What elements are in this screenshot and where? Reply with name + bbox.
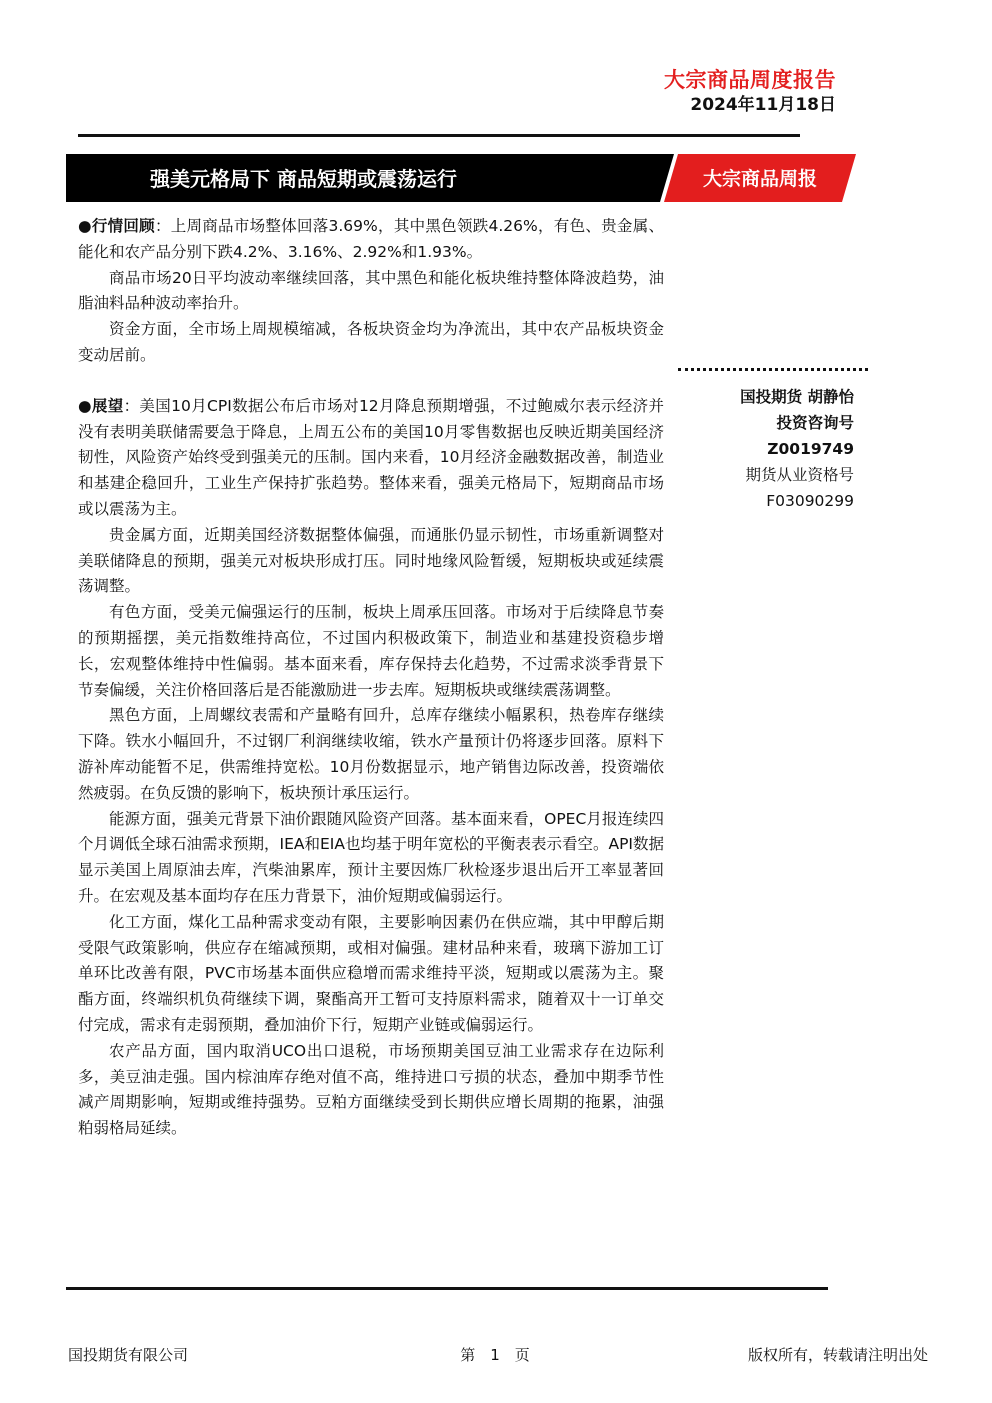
review-label: 行情回顾: [91, 217, 155, 235]
sidebar-divider: [678, 368, 868, 371]
bottom-divider: [66, 1287, 828, 1290]
outlook-text: ：美国10月CPI数据公布后市场对12月降息预期增强，不过鲍威尔表示经济并没有表明美联储需要急于降息，上周五公布的美国10月零售数据也反映近期美国经济韧性，风险资产始终受到强美元的压制。国内来看，10月经济金融数据改善，制造业和基建企稳回升，工业生产保持扩张趋势。整体来看，强美元格局下，短期商品市场或以震荡为主。: [78, 396, 664, 518]
outlook-chemicals: 化工方面，煤化工品种需求变动有限，主要影响因素仍在供应端，其中甲醇后期受限气政策影响，供应存在缩减预期，或相对偏强。建材品种来看，玻璃下游加工订单环比改善有限，PVC市场基本面供应稳增而需求维持平淡，短期或以震荡为主。聚酯方面，终端织机负荷继续下调，聚酯高开工暂可支持原料需求，随着双十一订单交付完成，需求有走弱预期，叠加油价下行，短期产业链或偏弱运行。: [78, 912, 664, 1034]
outlook-label: 展望: [91, 396, 124, 415]
outlook-energy: 能源方面，强美元背景下油价跟随风险资产回落。基本面来看，OPEC月报连续四个月调低全球石油需求预期，IEA和EIA也均基于明年宽松的平衡表表示看空。API数据显示美国上周原油去库，汽柴油累库，预计主要因炼厂秋检逐步退出后开工率显著回升。在宏观及基本面均存在压力背景下，油价短期或偏弱运行。: [78, 809, 664, 905]
analyst-consult-label: 投资咨询号: [776, 414, 854, 432]
review-volatility: 商品市场20日平均波动率继续回落，其中黑色和能化板块维持整体降波趋势，油脂油料品种波动率抬升。: [78, 268, 664, 313]
footer-copyright: 版权所有，转载请注明出处: [747, 1346, 928, 1364]
report-body: [78, 214, 664, 1142]
outlook-ferrous: 黑色方面，上周螺纹表需和产量略有回升，总库存继续小幅累积，热卷库存继续下降。铁水小幅回升，不过钢厂利润继续收缩，铁水产量预计仍将逐步回落。原料下游补库动能暂不足，供需维持宽松。10月份数据显示，地产销售边际改善，投资端依然疲弱。在负反馈的影响下，板块预计承压运行。: [78, 706, 664, 802]
report-title: 大宗商品周度报告: [664, 68, 836, 92]
footer-page-number: 第 1 页: [460, 1346, 530, 1364]
footer-company: 国投期货有限公司: [68, 1346, 189, 1364]
outlook-bullet: ●: [78, 396, 92, 415]
outlook-nonferrous: 有色方面，受美元偏强运行的压制，板块上周承压回落。市场对于后续降息节奏的预期摇摆，美元指数维持高位，不过国内积极政策下，制造业和基建投资稳步增长，宏观整体维持中性偏弱。基本面来看，库存保持去化趋势，不过需求淡季背景下节奏偏缓，关注价格回落后是否能激励进一步去库。短期板块或继续震荡调整。: [78, 603, 664, 699]
outlook-agriculture: 农产品方面，国内取消UCO出口退税，市场预期美国豆油工业需求存在边际利多，美豆油走强。国内棕油库存绝对值不高，维持进口亏损的状态，叠加中期季节性减产周期影响，短期或维持强势。豆粕方面继续受到长期供应增长周期的拖累，油强粕弱格局延续。: [78, 1041, 664, 1138]
review-text: ：上周商品市场整体回落3.69%，其中黑色领跌4.26%，有色、贵金属、能化和农产品分别下跌4.2%、3.16%、2.92%和1.93%。: [78, 217, 664, 261]
report-date: 2024年11月18日: [690, 95, 836, 115]
category-tag-text: 大宗商品周报: [702, 168, 817, 190]
top-divider: [78, 134, 800, 137]
analyst-consult-number: Z0019749: [767, 440, 854, 458]
analyst-info: [660, 384, 854, 514]
outlook-paragraph: [78, 394, 664, 523]
review-bullet: ●: [78, 217, 92, 235]
analyst-license-label: 期货从业资格号: [745, 466, 854, 484]
headline-text: 强美元格局下 商品短期或震荡运行: [150, 167, 457, 191]
analyst-license-number: F03090299: [766, 492, 854, 510]
review-funds: 资金方面，全市场上周规模缩减，各板块资金均为净流出，其中农产品板块资金变动居前。: [78, 320, 664, 364]
analyst-name: 国投期货 胡静怡: [740, 388, 854, 406]
review-paragraph: [78, 214, 664, 266]
outlook-precious-metals: 贵金属方面，近期美国经济数据整体偏强，而通胀仍显示韧性，市场重新调整对美联储降息的预期，强美元对板块形成打压。同时地缘风险暂缓，短期板块或延续震荡调整。: [78, 525, 664, 596]
